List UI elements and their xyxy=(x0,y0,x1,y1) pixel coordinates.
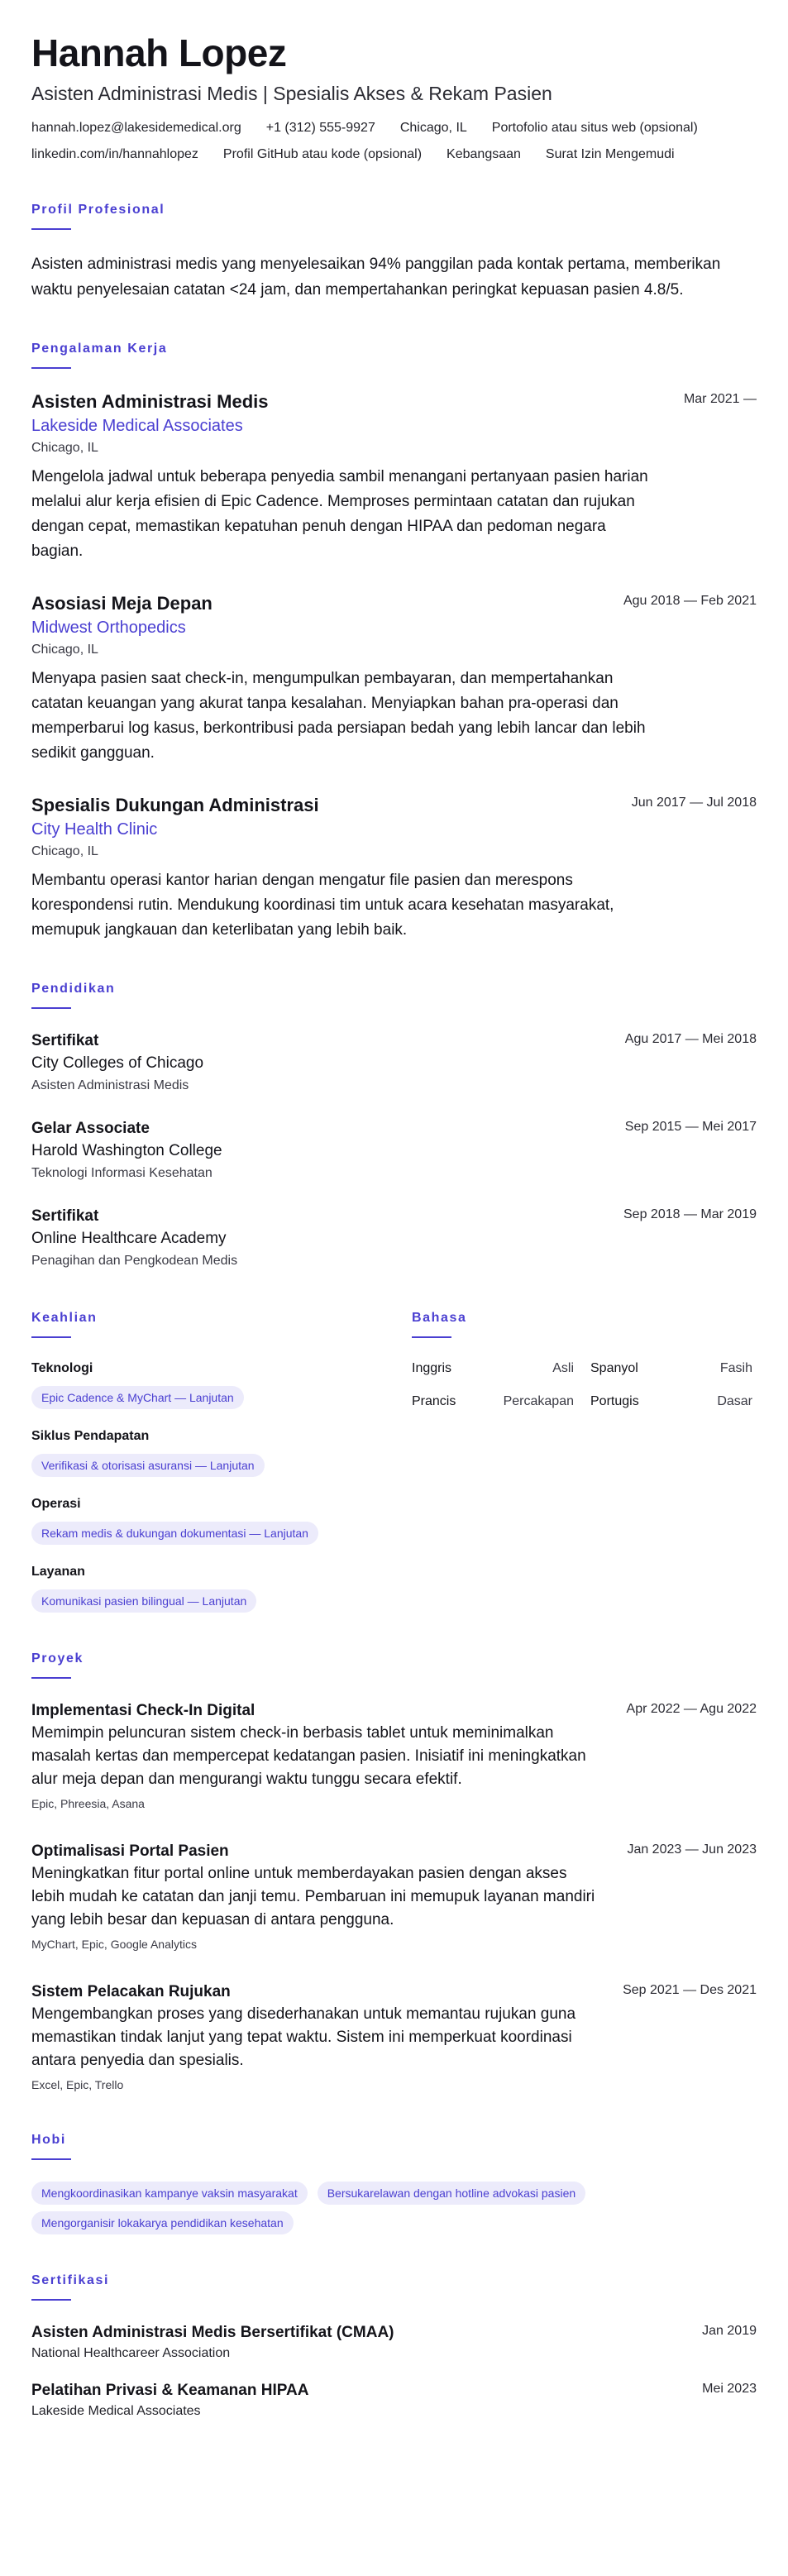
section-title: Hobi xyxy=(31,2133,66,2147)
project-tech: MyChart, Epic, Google Analytics xyxy=(31,1938,197,1951)
skill-label: Teknologi xyxy=(31,1361,93,1375)
experience-date: Mar 2021 — xyxy=(683,392,757,406)
experience-description: Membantu operasi kantor harian dengan mengatur file pasien dan merespons korespondensi rutin. Mendukung koordinasi tim untuk acara kesehatan masyarakat, memupuk jangkauan dan keterlibatan yang lebih baik. xyxy=(31,872,614,939)
skills-languages-row xyxy=(31,1310,757,1613)
section-divider xyxy=(31,228,71,230)
experience-org: Lakeside Medical Associates xyxy=(31,417,243,435)
education-degree: Sertifikat xyxy=(31,1207,99,1225)
project-description: Mengembangkan proses yang disederhanakan untuk memantau rujukan guna memastikan tindak lanjut yang tepat waktu. Sistem ini memperkuat koordinasi antara penyedia dan spesialis. xyxy=(31,2005,576,2069)
education-date: Sep 2015 — Mei 2017 xyxy=(624,1120,757,1134)
certification-entry xyxy=(31,2322,757,2363)
language-name: Inggris xyxy=(412,1361,452,1375)
education-date: Sep 2018 — Mar 2019 xyxy=(623,1207,757,1221)
experience-entry xyxy=(31,794,757,943)
contact-email[interactable]: hannah.lopez@lakesidemedical.org xyxy=(31,121,241,135)
project-title: Sistem Pelacakan Rujukan xyxy=(31,1983,231,2000)
education-school: Online Healthcare Academy xyxy=(31,1230,227,1247)
education-school: City Colleges of Chicago xyxy=(31,1054,204,1072)
certifications-section xyxy=(31,2273,757,2421)
section-divider xyxy=(31,2158,71,2160)
skill-chip: Verifikasi & otorisasi asuransi — Lanjutan xyxy=(31,1454,265,1477)
language-item xyxy=(590,1360,752,1378)
skill-chip: Komunikasi pasien bilingual — Lanjutan xyxy=(31,1589,256,1613)
education-degree: Gelar Associate xyxy=(31,1120,150,1137)
skill-chip: Rekam medis & dukungan dokumentasi — Lanjutan xyxy=(31,1522,318,1545)
language-level: Percakapan xyxy=(503,1394,574,1408)
section-divider xyxy=(31,2299,71,2301)
project-date: Apr 2022 — Agu 2022 xyxy=(626,1702,757,1716)
contact-portfolio[interactable]: Portofolio atau situs web (opsional) xyxy=(491,121,698,135)
language-name: Prancis xyxy=(412,1394,456,1408)
education-field: Penagihan dan Pengkodean Medis xyxy=(31,1254,238,1268)
experience-org: Midwest Orthopedics xyxy=(31,619,186,637)
section-divider xyxy=(31,1336,71,1338)
contact-linkedin[interactable]: linkedin.com/in/hannahlopez xyxy=(31,147,198,161)
project-tech: Epic, Phreesia, Asana xyxy=(31,1797,145,1810)
skill-group xyxy=(31,1360,412,1409)
contact-location: Chicago, IL xyxy=(399,121,467,135)
project-description: Memimpin peluncuran sistem check-in berbasis tablet untuk meminimalkan masalah kertas dan mempercepat kedatangan pasien. Inisiatif ini meningkatkan alur meja depan dan mengurangi waktu tunggu secara efektif. xyxy=(31,1724,586,1788)
language-level: Fasih xyxy=(719,1361,752,1375)
hobby-chip: Mengorganisir lokakarya pendidikan kesehatan xyxy=(31,2211,294,2234)
project-date: Sep 2021 — Des 2021 xyxy=(623,1983,757,1997)
experience-entry xyxy=(31,390,757,564)
project-entry xyxy=(31,1700,757,1813)
certification-date: Mei 2023 xyxy=(702,2382,757,2396)
education-entry xyxy=(31,1030,757,1097)
education-field: Asisten Administrasi Medis xyxy=(31,1078,189,1092)
experience-entry xyxy=(31,592,757,766)
skill-label: Siklus Pendapatan xyxy=(31,1429,150,1443)
skill-label: Layanan xyxy=(31,1565,85,1579)
language-level: Dasar xyxy=(717,1394,752,1408)
education-degree: Sertifikat xyxy=(31,1032,99,1049)
hobby-list xyxy=(31,2182,759,2234)
skill-group xyxy=(31,1427,412,1477)
section-title: Bahasa xyxy=(412,1311,467,1325)
candidate-name: Hannah Lopez xyxy=(31,31,287,74)
education-section xyxy=(31,981,757,1272)
section-divider xyxy=(31,1677,71,1679)
candidate-headline: Asisten Administrasi Medis | Spesialis Akses & Rekam Pasien xyxy=(31,83,552,104)
project-entry xyxy=(31,1841,757,1953)
contact-driving-license: Surat Izin Mengemudi xyxy=(545,147,675,161)
experience-role: Asosiasi Meja Depan xyxy=(31,593,213,614)
project-description: Meningkatkan fitur portal online untuk memberdayakan pasien dengan akses lebih mudah ke catatan dan janji temu. Pembaruan ini memupuk layanan mandiri yang lebih besar dan kepuasan di antara pengguna. xyxy=(31,1865,595,1928)
section-title: Pendidikan xyxy=(31,982,116,996)
experience-location: Chicago, IL xyxy=(31,441,98,455)
section-title: Pengalaman Kerja xyxy=(31,342,168,356)
project-title: Optimalisasi Portal Pasien xyxy=(31,1842,229,1860)
contact-nationality: Kebangsaan xyxy=(447,147,521,161)
hobby-chip: Mengkoordinasikan kampanye vaksin masyarakat xyxy=(31,2182,308,2205)
experience-role: Spesialis Dukungan Administrasi xyxy=(31,795,319,815)
skill-group xyxy=(31,1495,412,1545)
education-field: Teknologi Informasi Kesehatan xyxy=(31,1166,213,1180)
profile-section xyxy=(31,202,757,303)
language-name: Portugis xyxy=(590,1394,639,1408)
experience-date: Agu 2018 — Feb 2021 xyxy=(623,594,757,608)
skill-chip: Epic Cadence & MyChart — Lanjutan xyxy=(31,1386,244,1409)
certification-date: Jan 2019 xyxy=(702,2324,757,2338)
profile-summary: Asisten administrasi medis yang menyelesaikan 94% panggilan pada kontak pertama, memberikan waktu penyelesaian catatan <24 jam, dan mempertahankan peringkat kepuasan pasien 4.8/5. xyxy=(31,256,721,299)
certification-entry xyxy=(31,2380,757,2421)
education-entry xyxy=(31,1206,757,1272)
language-name: Spanyol xyxy=(590,1361,638,1375)
project-tech: Excel, Epic, Trello xyxy=(31,2078,124,2091)
certification-title: Pelatihan Privasi & Keamanan HIPAA xyxy=(31,2382,309,2399)
section-title: Proyek xyxy=(31,1651,84,1666)
section-title: Keahlian xyxy=(31,1311,98,1325)
language-item xyxy=(590,1393,752,1411)
project-entry xyxy=(31,1981,757,2094)
section-title: Sertifikasi xyxy=(31,2273,110,2287)
languages-section xyxy=(412,1310,757,1613)
hobbies-section xyxy=(31,2132,757,2234)
resume-header xyxy=(31,30,757,164)
language-item xyxy=(412,1360,574,1378)
skills-section xyxy=(31,1310,412,1613)
experience-description: Menyapa pasien saat check-in, mengumpulkan pembayaran, dan mempertahankan catatan keuangan yang akurat tanpa kesalahan. Menyiapkan bahan pra-operasi dan memperbarui log kasus, berkontribusi pada persiapan bedah yang lebih lancar dan lebih sedikit gangguan. xyxy=(31,670,646,762)
hobby-chip: Bersukarelawan dengan hotline advokasi pasien xyxy=(318,2182,585,2205)
certification-issuer: Lakeside Medical Associates xyxy=(31,2404,201,2418)
contact-github[interactable]: Profil GitHub atau kode (opsional) xyxy=(222,147,423,161)
experience-location: Chicago, IL xyxy=(31,643,98,657)
experience-section xyxy=(31,341,757,943)
education-entry xyxy=(31,1118,757,1184)
section-divider xyxy=(31,367,71,369)
certification-issuer: National Healthcareer Association xyxy=(31,2346,231,2360)
education-school: Harold Washington College xyxy=(31,1142,222,1159)
experience-description: Mengelola jadwal untuk beberapa penyedia sambil menangani pertanyaan pasien harian melalui alur kerja efisien di Epic Cadence. Memproses permintaan catatan dan rujukan dengan cepat, memastikan kepatuhan penuh dengan HIPAA dan pedoman negara bagian. xyxy=(31,468,648,560)
project-date: Jan 2023 — Jun 2023 xyxy=(627,1842,757,1857)
section-title: Profil Profesional xyxy=(31,203,165,217)
experience-location: Chicago, IL xyxy=(31,844,98,858)
contact-list xyxy=(31,119,776,164)
section-divider xyxy=(31,1007,71,1009)
skill-label: Operasi xyxy=(31,1497,81,1511)
experience-date: Jun 2017 — Jul 2018 xyxy=(631,796,757,810)
skill-group xyxy=(31,1563,412,1613)
language-grid xyxy=(412,1360,757,1411)
section-divider xyxy=(412,1336,451,1338)
education-date: Agu 2017 — Mei 2018 xyxy=(624,1032,757,1046)
language-item xyxy=(412,1393,574,1411)
contact-phone[interactable]: +1 (312) 555-9927 xyxy=(265,121,375,135)
project-title: Implementasi Check-In Digital xyxy=(31,1702,256,1719)
certification-title: Asisten Administrasi Medis Bersertifikat (CMAA) xyxy=(31,2324,394,2341)
projects-section xyxy=(31,1651,757,2094)
language-level: Asli xyxy=(552,1361,574,1375)
experience-org: City Health Clinic xyxy=(31,820,158,839)
experience-role: Asisten Administrasi Medis xyxy=(31,391,269,412)
